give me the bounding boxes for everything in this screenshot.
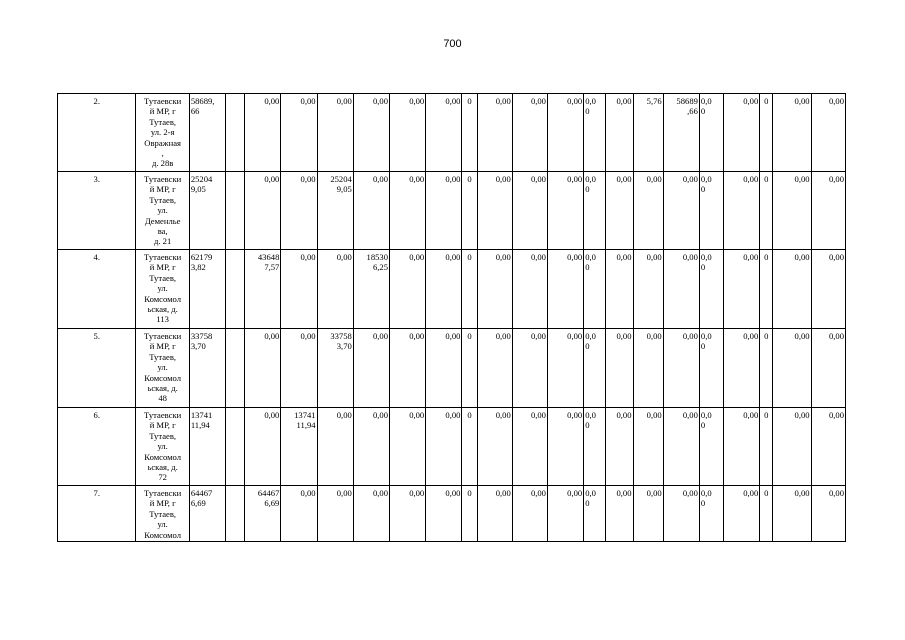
- value-cell: 0,00: [547, 408, 583, 486]
- value-cell: 0,00: [811, 408, 845, 486]
- value-cell: 0,00: [633, 172, 663, 250]
- value-cell: [226, 250, 245, 329]
- address-cell: Тутаевски й МР, г Тутаев, ул. 2-я Овражная , д. 28в: [136, 94, 189, 172]
- value-cell: 0,00: [606, 486, 633, 542]
- value-cell: 0,00: [477, 94, 512, 172]
- value-cell: 0,00: [811, 329, 845, 408]
- value-cell: [226, 329, 245, 408]
- value-cell: 0,00: [633, 486, 663, 542]
- value-cell: 0,00: [547, 172, 583, 250]
- value-cell: [226, 486, 245, 542]
- value-cell: 0,00: [724, 486, 760, 542]
- row-number: 6.: [58, 408, 136, 486]
- row-number: 7.: [58, 486, 136, 542]
- value-cell: 0,00: [773, 486, 811, 542]
- value-cell: 0,0 0: [584, 408, 606, 486]
- value-cell: 0,00: [317, 486, 353, 542]
- address-cell: Тутаевски й МР, г Тутаев, ул. Комсомол ьская, д. 72: [136, 408, 189, 486]
- value-cell: 0: [462, 250, 477, 329]
- row-number: 5.: [58, 329, 136, 408]
- value-cell: 0,0 0: [699, 329, 723, 408]
- value-cell: 0,00: [317, 408, 353, 486]
- value-cell: 0,0 0: [584, 94, 606, 172]
- value-cell: 0,00: [281, 486, 317, 542]
- value-cell: 0,00: [317, 94, 353, 172]
- value-cell: 0,00: [811, 250, 845, 329]
- value-cell: 0,00: [606, 250, 633, 329]
- value-cell: 0,00: [663, 408, 699, 486]
- value-cell: 0,00: [773, 172, 811, 250]
- value-cell: 0,00: [245, 94, 281, 172]
- value-cell: 0,00: [245, 172, 281, 250]
- value-cell: 0: [760, 94, 773, 172]
- value-cell: 0,00: [633, 408, 663, 486]
- value-cell: 0,0 0: [699, 486, 723, 542]
- value-cell: 0: [760, 250, 773, 329]
- value-cell: 64467 6,69: [189, 486, 225, 542]
- value-cell: 0,0 0: [584, 250, 606, 329]
- value-cell: 0,00: [353, 408, 389, 486]
- value-cell: 0,00: [477, 486, 512, 542]
- value-cell: 0: [760, 408, 773, 486]
- value-cell: 0,00: [390, 486, 426, 542]
- value-cell: 0,00: [281, 329, 317, 408]
- value-cell: 0,00: [724, 250, 760, 329]
- value-cell: 0,00: [477, 408, 512, 486]
- value-cell: 0: [462, 408, 477, 486]
- address-cell: Тутаевски й МР, г Тутаев, ул. Комсомол ьская, д. 48: [136, 329, 189, 408]
- value-cell: 0,00: [606, 408, 633, 486]
- value-cell: 0,00: [353, 94, 389, 172]
- address-cell: Тутаевски й МР, г Тутаев, ул. Комсомол ьская, д. 113: [136, 250, 189, 329]
- value-cell: 0,00: [353, 329, 389, 408]
- value-cell: 0,00: [390, 172, 426, 250]
- value-cell: 0,00: [633, 250, 663, 329]
- value-cell: 0,0 0: [699, 250, 723, 329]
- value-cell: 0,00: [512, 486, 547, 542]
- value-cell: 0,00: [317, 250, 353, 329]
- value-cell: 0,00: [547, 94, 583, 172]
- value-cell: 0: [462, 329, 477, 408]
- value-cell: 0,00: [606, 329, 633, 408]
- value-cell: 25204 9,05: [189, 172, 225, 250]
- value-cell: 33758 3,70: [189, 329, 225, 408]
- value-cell: 0: [760, 486, 773, 542]
- value-cell: 0,00: [426, 172, 462, 250]
- value-cell: 0,00: [606, 94, 633, 172]
- value-cell: 0,00: [547, 329, 583, 408]
- value-cell: 0,00: [512, 250, 547, 329]
- value-cell: 0,00: [773, 94, 811, 172]
- table-row: [58, 329, 846, 408]
- value-cell: 25204 9,05: [317, 172, 353, 250]
- row-number: 3.: [58, 172, 136, 250]
- value-cell: 62179 3,82: [189, 250, 225, 329]
- value-cell: 58689, 66: [189, 94, 225, 172]
- value-cell: 0,00: [512, 329, 547, 408]
- table-row: [58, 250, 846, 329]
- value-cell: 0,00: [724, 329, 760, 408]
- value-cell: 0,00: [353, 172, 389, 250]
- value-cell: 0,00: [547, 486, 583, 542]
- table-row: [58, 486, 846, 542]
- value-cell: 0: [462, 486, 477, 542]
- value-cell: 0,0 0: [699, 172, 723, 250]
- value-cell: 0,00: [512, 172, 547, 250]
- value-cell: 0,00: [281, 94, 317, 172]
- row-number: 4.: [58, 250, 136, 329]
- value-cell: 0,00: [724, 408, 760, 486]
- value-cell: 43648 7,57: [245, 250, 281, 329]
- value-cell: 0,00: [724, 94, 760, 172]
- value-cell: 33758 3,70: [317, 329, 353, 408]
- value-cell: 0,0 0: [584, 486, 606, 542]
- value-cell: 13741 11,94: [281, 408, 317, 486]
- value-cell: 0,00: [477, 172, 512, 250]
- value-cell: 0,00: [811, 172, 845, 250]
- value-cell: 0,00: [547, 250, 583, 329]
- table-row: [58, 172, 846, 250]
- value-cell: 0,00: [390, 329, 426, 408]
- value-cell: 0,00: [281, 250, 317, 329]
- value-cell: 0,00: [426, 486, 462, 542]
- value-cell: 0,00: [606, 172, 633, 250]
- value-cell: 0,00: [426, 250, 462, 329]
- value-cell: 0,00: [426, 408, 462, 486]
- value-cell: 0,00: [663, 486, 699, 542]
- value-cell: 0,00: [512, 94, 547, 172]
- value-cell: 5,76: [633, 94, 663, 172]
- value-cell: [226, 408, 245, 486]
- value-cell: 0,00: [390, 250, 426, 329]
- value-cell: [226, 172, 245, 250]
- value-cell: 64467 6,69: [245, 486, 281, 542]
- value-cell: 0,00: [663, 250, 699, 329]
- value-cell: 0,00: [245, 408, 281, 486]
- address-cell: Тутаевски й МР, г Тутаев, ул. Деменлье ва, д. 21: [136, 172, 189, 250]
- value-cell: 0,00: [773, 250, 811, 329]
- value-cell: 0,00: [512, 408, 547, 486]
- value-cell: 58689 ,66: [663, 94, 699, 172]
- value-cell: 0,00: [633, 329, 663, 408]
- value-cell: 0,00: [773, 408, 811, 486]
- row-number: 2.: [58, 94, 136, 172]
- value-cell: 0,00: [353, 486, 389, 542]
- value-cell: 0,0 0: [699, 94, 723, 172]
- value-cell: 0: [760, 329, 773, 408]
- value-cell: 0: [462, 94, 477, 172]
- value-cell: 0,00: [426, 329, 462, 408]
- table-row: [58, 408, 846, 486]
- value-cell: 13741 11,94: [189, 408, 225, 486]
- table-body: [58, 94, 846, 542]
- table-row: [58, 94, 846, 172]
- page-number: 700: [443, 38, 462, 50]
- value-cell: [226, 94, 245, 172]
- value-cell: 0: [760, 172, 773, 250]
- value-cell: 0,0 0: [699, 408, 723, 486]
- address-cell: Тутаевски й МР, г Тутаев, ул. Комсомол: [136, 486, 189, 542]
- value-cell: 0,00: [477, 329, 512, 408]
- value-cell: 0,00: [426, 94, 462, 172]
- value-cell: 0,00: [773, 329, 811, 408]
- value-cell: 0,00: [477, 250, 512, 329]
- value-cell: 0,00: [390, 408, 426, 486]
- value-cell: 0,00: [245, 329, 281, 408]
- data-table: [57, 93, 846, 542]
- value-cell: 0,00: [811, 486, 845, 542]
- value-cell: 0: [462, 172, 477, 250]
- value-cell: 0,00: [281, 172, 317, 250]
- value-cell: 0,00: [663, 329, 699, 408]
- value-cell: 0,0 0: [584, 172, 606, 250]
- value-cell: 0,00: [811, 94, 845, 172]
- value-cell: 0,00: [724, 172, 760, 250]
- value-cell: 0,00: [390, 94, 426, 172]
- value-cell: 0,0 0: [584, 329, 606, 408]
- value-cell: 18530 6,25: [353, 250, 389, 329]
- value-cell: 0,00: [663, 172, 699, 250]
